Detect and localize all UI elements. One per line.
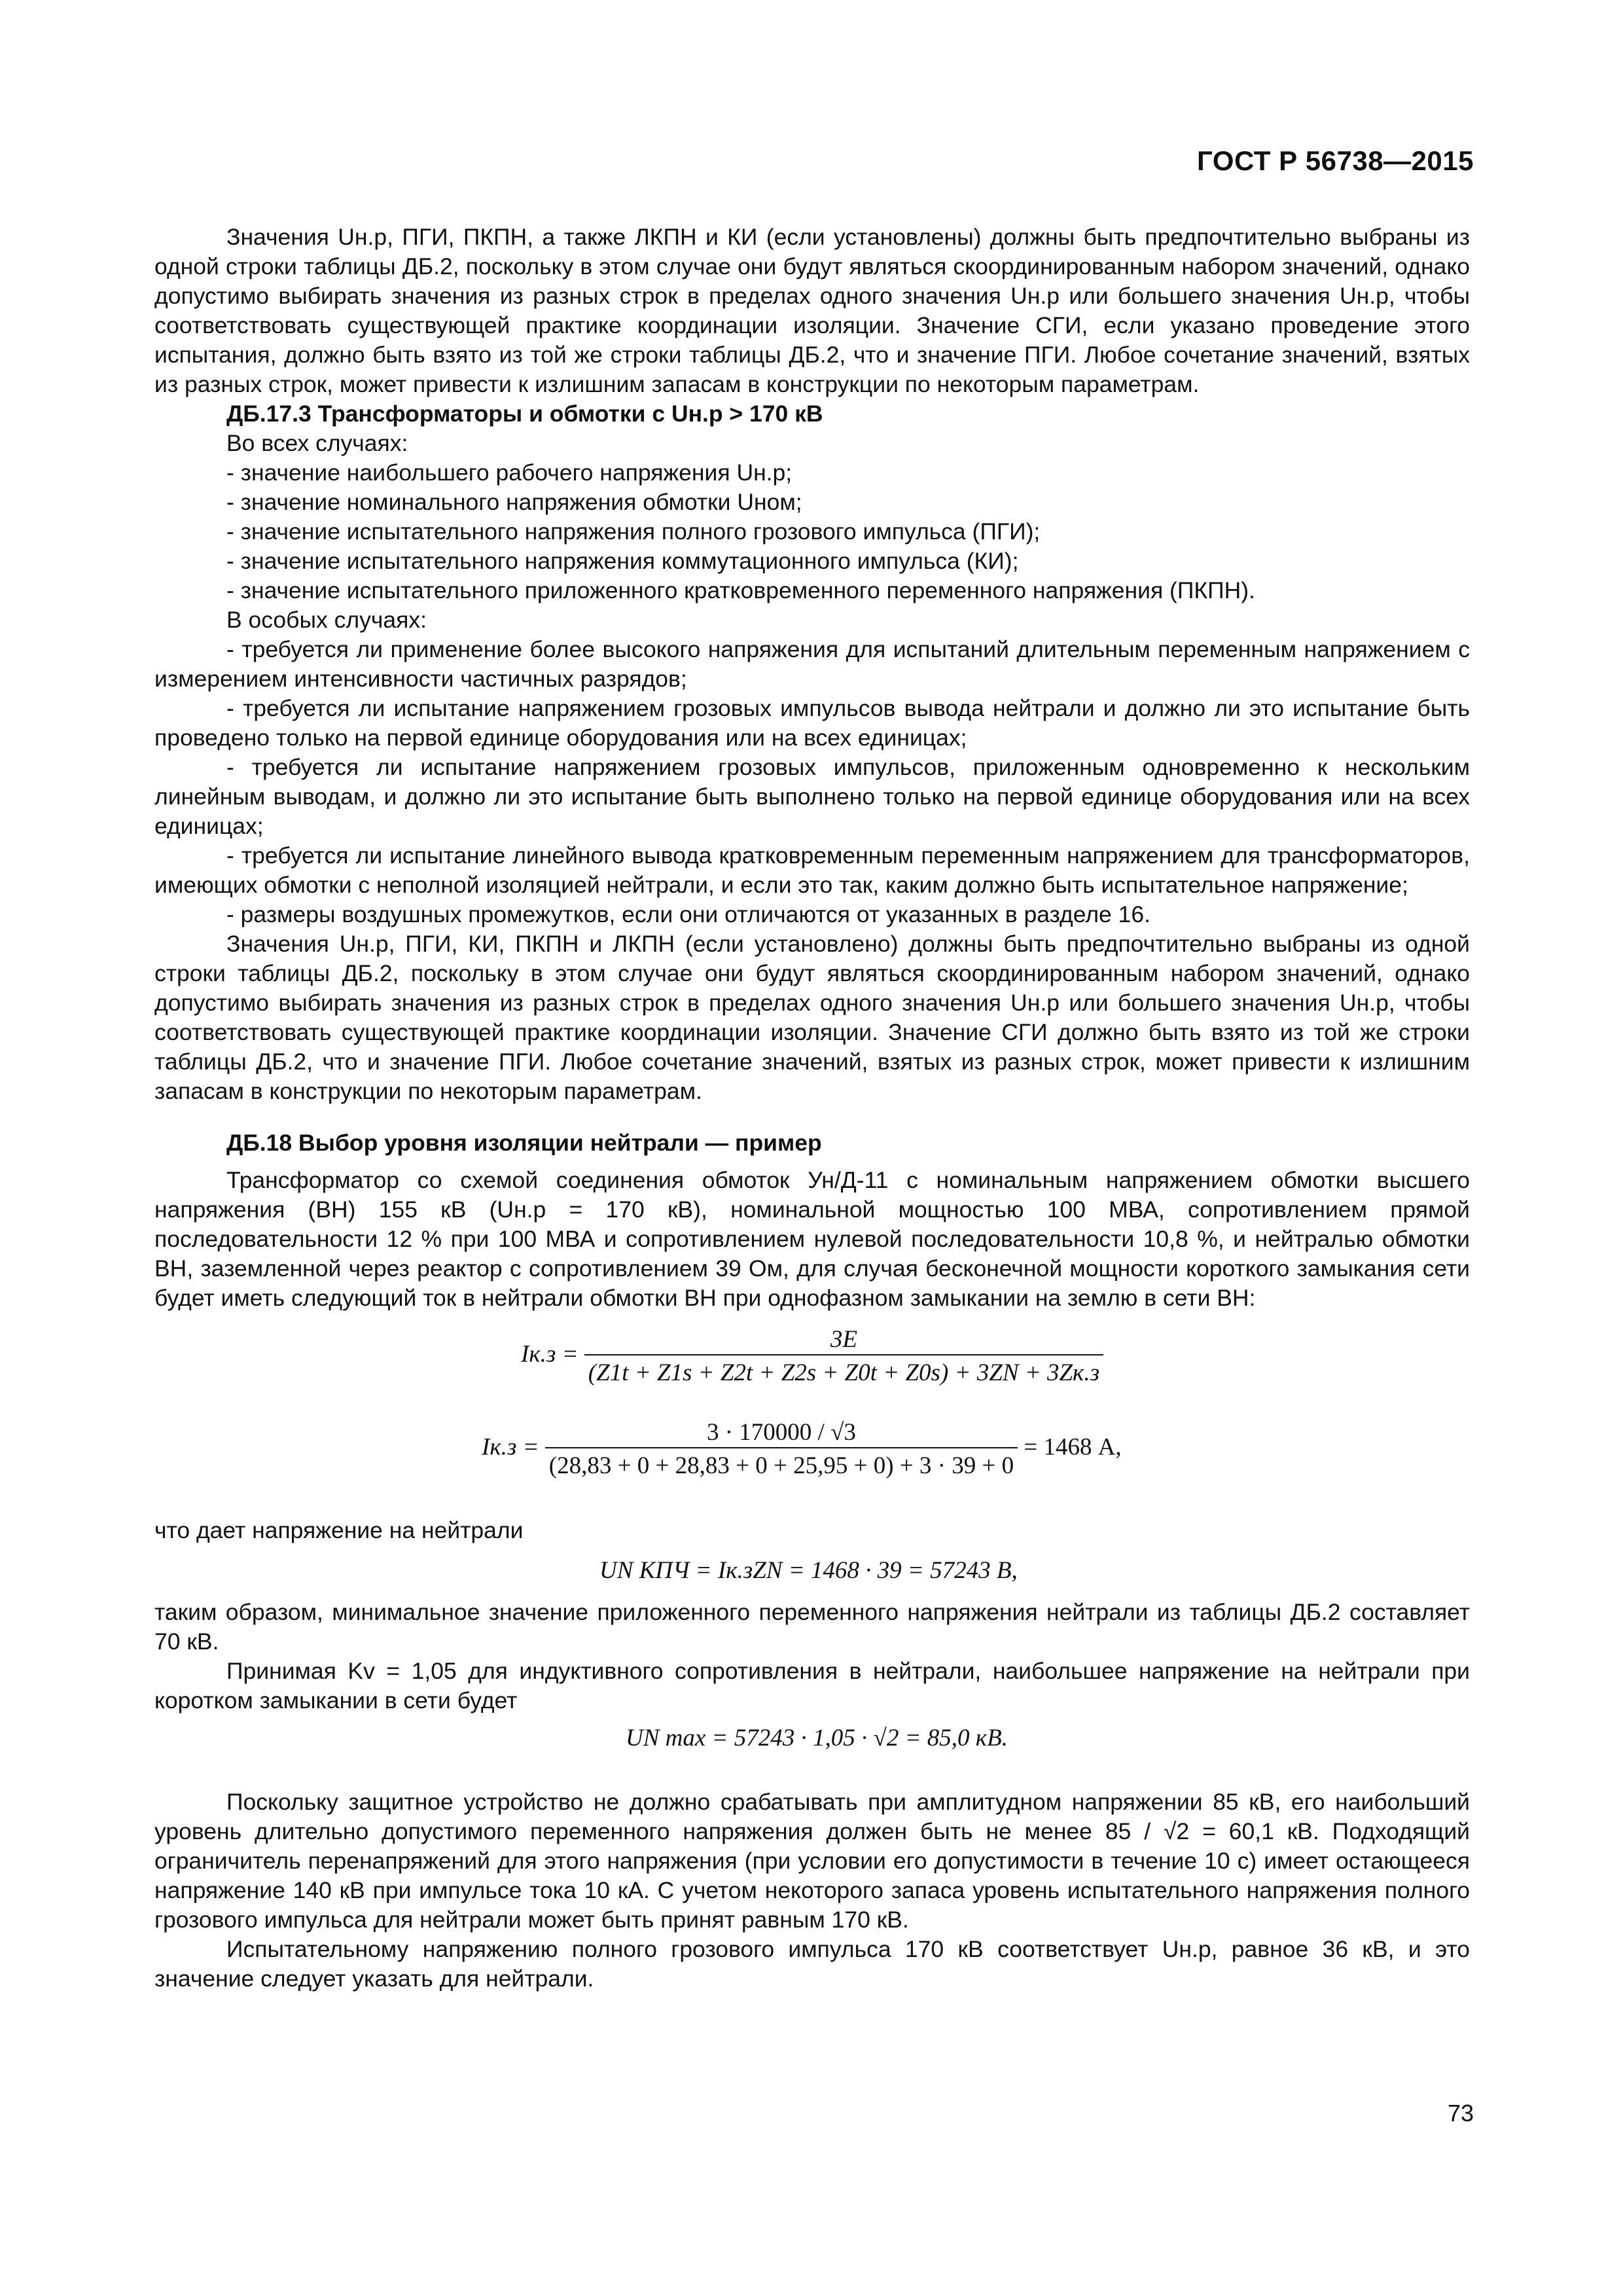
formula-group-max (154, 1715, 1470, 1787)
list-item: - значение испытательного напряжения полного грозового импульса (ПГИ); (226, 518, 1041, 545)
formula-lhs: Iк.з = (482, 1433, 539, 1461)
list-item: - значение наибольшего рабочего напряжения Uн.р; (226, 459, 793, 486)
page-number: 73 (1447, 2100, 1474, 2126)
formula-neutral-voltage: UN КПЧ = Iк.зZN = 1468 · 39 = 57243 В, (599, 1557, 1018, 1584)
list-item: - значение испытательного напряжения коммутационного импульса (КИ); (226, 548, 1019, 574)
all-cases-label: Во всех случаях: (226, 430, 408, 456)
special-cases-label: В особых случаях: (226, 607, 427, 633)
paragraph-values-selection: Значения Uн.р, ПГИ, КИ, ПКПН и ЛКПН (если установлено) должны быть предпочтительно выбраны из одной строки таблицы ДБ.2, поскольку в этом случае они будут являться скоординированным набором значений, однако допустимо выбирать значения из разных строк в пределах одного значения Uн.р или большего значения Uн.р, чтобы соответствовать существующей практике координации изоляции. Значение СГИ должно быть взято из той же строки таблицы ДБ.2, что и значение ПГИ. Любое сочетание значений, взятых из разных строк, может привести к излишним запасам в конструкции по некоторым параметрам. (154, 931, 1470, 1104)
paragraph-coordination: Значения Uн.р, ПГИ, ПКПН, а также ЛКПН и КИ (если установлены) должны быть предпочтительно выбраны из одной строки таблицы ДБ.2, поскольку в этом случае они будут являться скоординированным набором значений, однако допустимо выбирать значения из разных строк в пределах одного значения Uн.р или большего значения Uн.р, чтобы соответствовать существующей практике координации изоляции. Значение СГИ, если указано проведение этого испытания, должно быть взято из той же строки таблицы ДБ.2, что и значение ПГИ. Любое сочетание значений, взятых из разных строк, может привести к излишним запасам в конструкции по некоторым параметрам. (154, 224, 1470, 397)
document-code: ГОСТ Р 56738—2015 (1197, 145, 1474, 176)
paragraph-neutral-voltage-intro: что дает напряжение на нейтрали (154, 1517, 524, 1543)
formula-numerator: 3 · 170000 / √3 (706, 1419, 856, 1446)
list-item: - требуется ли испытание линейного вывода кратковременным переменным напряжением для трансформаторов, имеющих обмотки с неполной изоляцией нейтрали, и если это так, каким должно быть испытательное напряжение; (154, 842, 1470, 898)
list-item: - значение испытательного приложенного кратковременного переменного напряжения (ПКПН). (226, 577, 1255, 603)
formula-short-circuit-current (521, 1325, 1103, 1388)
paragraph-conclusion: Испытательному напряжению полного грозового импульса 170 кВ соответствует Uн.р, равное 36 кВ, и это значение следует указать для нейтрали. (154, 1936, 1470, 1992)
formula-max-neutral-voltage: UN max = 57243 · 1,05 · √2 = 85,0 кВ. (626, 1725, 1008, 1751)
formula-fraction (545, 1418, 1018, 1480)
paragraph-transformer-example: Трансформатор со схемой соединения обмоток Ун/Д-11 с номинальным напряжением обмотки высшего напряжения (ВН) 155 кВ (Uн.р = 170 кВ), номинальной мощностью 100 МВА, сопротивлением прямой последовательности 12 % при 100 МВА и сопротивлением нулевой последовательности 10,8 %, и нейтралью обмотки ВН, заземленной через реактор с сопротивлением 39 Ом, для случая бесконечной мощности короткого замыкания сети будет иметь следующий ток в нейтрали обмотки ВН при однофазном замыкании на землю в сети ВН: (154, 1167, 1470, 1311)
formula-short-circuit-current-values (482, 1418, 1122, 1480)
section-heading-db18: ДБ.18 Выбор уровня изоляции нейтрали — пример (226, 1130, 822, 1156)
formula-fraction (584, 1325, 1103, 1388)
list-item: - размеры воздушных промежутков, если они отличаются от указанных в разделе 16. (226, 901, 1150, 927)
formula-numerator: 3E (830, 1326, 857, 1353)
formula-denominator: (Z1t + Z1s + Z2t + Z2s + Z0t + Z0s) + 3ZN + 3Zк.з (584, 1354, 1103, 1388)
paragraph-min-voltage: таким образом, минимальное значение приложенного переменного напряжения нейтрали из таблицы ДБ.2 составляет 70 кВ. (154, 1599, 1470, 1655)
formula-denominator: (28,83 + 0 + 28,83 + 0 + 25,95 + 0) + 3 · 39 + 0 (545, 1447, 1018, 1480)
paragraph-kv-factor: Принимая Kv = 1,05 для индуктивного сопротивления в нейтрали, наибольшее напряжение на нейтрали при коротком замыкании в сети будет (154, 1658, 1470, 1713)
formula-group-voltage (154, 1545, 1470, 1598)
section-heading-db17-3: ДБ.17.3 Трансформаторы и обмотки с Uн.р > 170 кВ (226, 401, 823, 427)
list-item: - требуется ли испытание напряжением грозовых импульсов вывода нейтрали и должно ли это испытание быть проведено только на первой единице оборудования или на всех единицах; (154, 695, 1470, 751)
formula-lhs: Iк.з = (521, 1340, 579, 1368)
list-item: - требуется ли испытание напряжением грозовых импульсов, приложенным одновременно к нескольким линейным выводам, и должно ли это испытание быть выполнено только на первой единице оборудования или на всех единицах; (154, 754, 1470, 839)
paragraph-protective-device: Поскольку защитное устройство не должно срабатывать при амплитудном напряжении 85 кВ, его наибольший уровень длительно допустимого переменного напряжения должен быть не менее 85 / √2 = 60,1 кВ. Подходящий ограничитель перенапряжений для этого напряжения (при условии его допустимости в течение 10 с) имеет остающееся напряжение 140 кВ при импульсе тока 10 кА. С учетом некоторого запаса уровень испытательного напряжения полного грозового импульса для нейтрали может быть принят равным 170 кВ. (154, 1789, 1470, 1933)
list-item: - значение номинального напряжения обмотки Uном; (226, 489, 802, 515)
list-item: - требуется ли применение более высокого напряжения для испытаний длительным переменным напряжением с измерением интенсивности частичных разрядов; (154, 636, 1470, 692)
formula-group-current (154, 1313, 1470, 1516)
page-content (154, 223, 1470, 1994)
formula-result: = 1468 А, (1024, 1433, 1122, 1461)
